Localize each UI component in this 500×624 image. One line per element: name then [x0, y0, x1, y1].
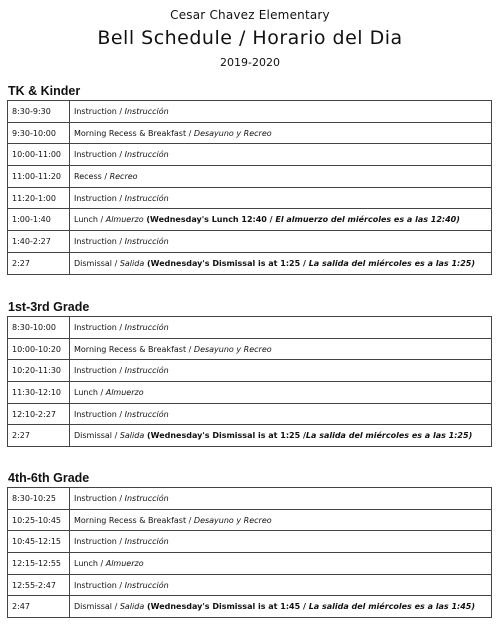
table-row [8, 231, 492, 253]
time-cell: 10:20-11:30 [8, 360, 70, 382]
table-row [8, 403, 492, 425]
school-name: Cesar Chavez Elementary [170, 8, 330, 22]
activity-cell: Morning Recess & Breakfast / Desayuno y Recreo [70, 122, 492, 144]
table-row [8, 144, 492, 166]
time-cell: 11:00-11:20 [8, 166, 70, 188]
time-cell: 1:00-1:40 [8, 209, 70, 231]
section-title-tk-kinder: TK & Kinder [8, 84, 81, 98]
activity-cell: Instruction / Instrucción [70, 574, 492, 596]
activity-cell: Morning Recess & Breakfast / Desayuno y Recreo [70, 338, 492, 360]
schedule-table-4th-6th [7, 487, 492, 618]
table-row [8, 122, 492, 144]
table-row [8, 252, 492, 274]
table-row [8, 553, 492, 575]
time-cell: 10:45-12:15 [8, 531, 70, 553]
activity-cell: Instruction / Instrucción [70, 231, 492, 253]
time-cell: 11:30-12:10 [8, 382, 70, 404]
section-title-4th-6th: 4th-6th Grade [8, 471, 90, 485]
time-cell: 2:27 [8, 252, 70, 274]
activity-cell: Instruction / Instrucción [70, 317, 492, 339]
time-cell: 11:20-1:00 [8, 187, 70, 209]
activity-cell: Instruction / Instrucción [70, 144, 492, 166]
time-cell: 9:30-10:00 [8, 122, 70, 144]
table-row [8, 166, 492, 188]
time-cell: 8:30-10:25 [8, 488, 70, 510]
table-row [8, 382, 492, 404]
table-row [8, 509, 492, 531]
activity-cell: Dismissal / Salida (Wednesday's Dismissal is at 1:45 / La salida del miércoles es a las 1:45) [70, 596, 492, 618]
page-title: Bell Schedule / Horario del Dia [97, 27, 403, 49]
table-row [8, 101, 492, 123]
section-title-1st-3rd: 1st-3rd Grade [8, 300, 90, 314]
schedule-table-1st-3rd [7, 316, 492, 447]
activity-cell: Dismissal / Salida (Wednesday's Dismissal is at 1:25 / La salida del miércoles es a las 1:25) [70, 252, 492, 274]
table-row [8, 317, 492, 339]
table-row [8, 531, 492, 553]
time-cell: 8:30-9:30 [8, 101, 70, 123]
activity-cell: Instruction / Instrucción [70, 187, 492, 209]
activity-cell: Instruction / Instrucción [70, 531, 492, 553]
table-row [8, 187, 492, 209]
time-cell: 2:47 [8, 596, 70, 618]
table-row [8, 360, 492, 382]
activity-cell: Instruction / Instrucción [70, 101, 492, 123]
activity-cell: Instruction / Instrucción [70, 360, 492, 382]
activity-cell: Lunch / Almuerzo [70, 382, 492, 404]
activity-cell: Instruction / Instrucción [70, 488, 492, 510]
time-cell: 10:00-10:20 [8, 338, 70, 360]
activity-cell: Morning Recess & Breakfast / Desayuno y Recreo [70, 509, 492, 531]
table-row [8, 209, 492, 231]
time-cell: 12:10-2:27 [8, 403, 70, 425]
activity-cell: Instruction / Instrucción [70, 403, 492, 425]
table-row [8, 425, 492, 447]
table-row [8, 488, 492, 510]
activity-cell: Recess / Recreo [70, 166, 492, 188]
time-cell: 12:55-2:47 [8, 574, 70, 596]
time-cell: 8:30-10:00 [8, 317, 70, 339]
school-year: 2019-2020 [220, 56, 280, 69]
activity-cell: Dismissal / Salida (Wednesday's Dismissal is at 1:25 /La salida del miércoles es a las 1:25) [70, 425, 492, 447]
time-cell: 10:00-11:00 [8, 144, 70, 166]
schedule-table-tk-kinder [7, 100, 492, 275]
time-cell: 12:15-12:55 [8, 553, 70, 575]
time-cell: 2:27 [8, 425, 70, 447]
activity-cell: Lunch / Almuerzo [70, 553, 492, 575]
activity-cell: Lunch / Almuerzo (Wednesday's Lunch 12:40 / El almuerzo del miércoles es a las 12:40) [70, 209, 492, 231]
time-cell: 10:25-10:45 [8, 509, 70, 531]
table-row [8, 596, 492, 618]
table-row [8, 574, 492, 596]
table-row [8, 338, 492, 360]
time-cell: 1:40-2:27 [8, 231, 70, 253]
